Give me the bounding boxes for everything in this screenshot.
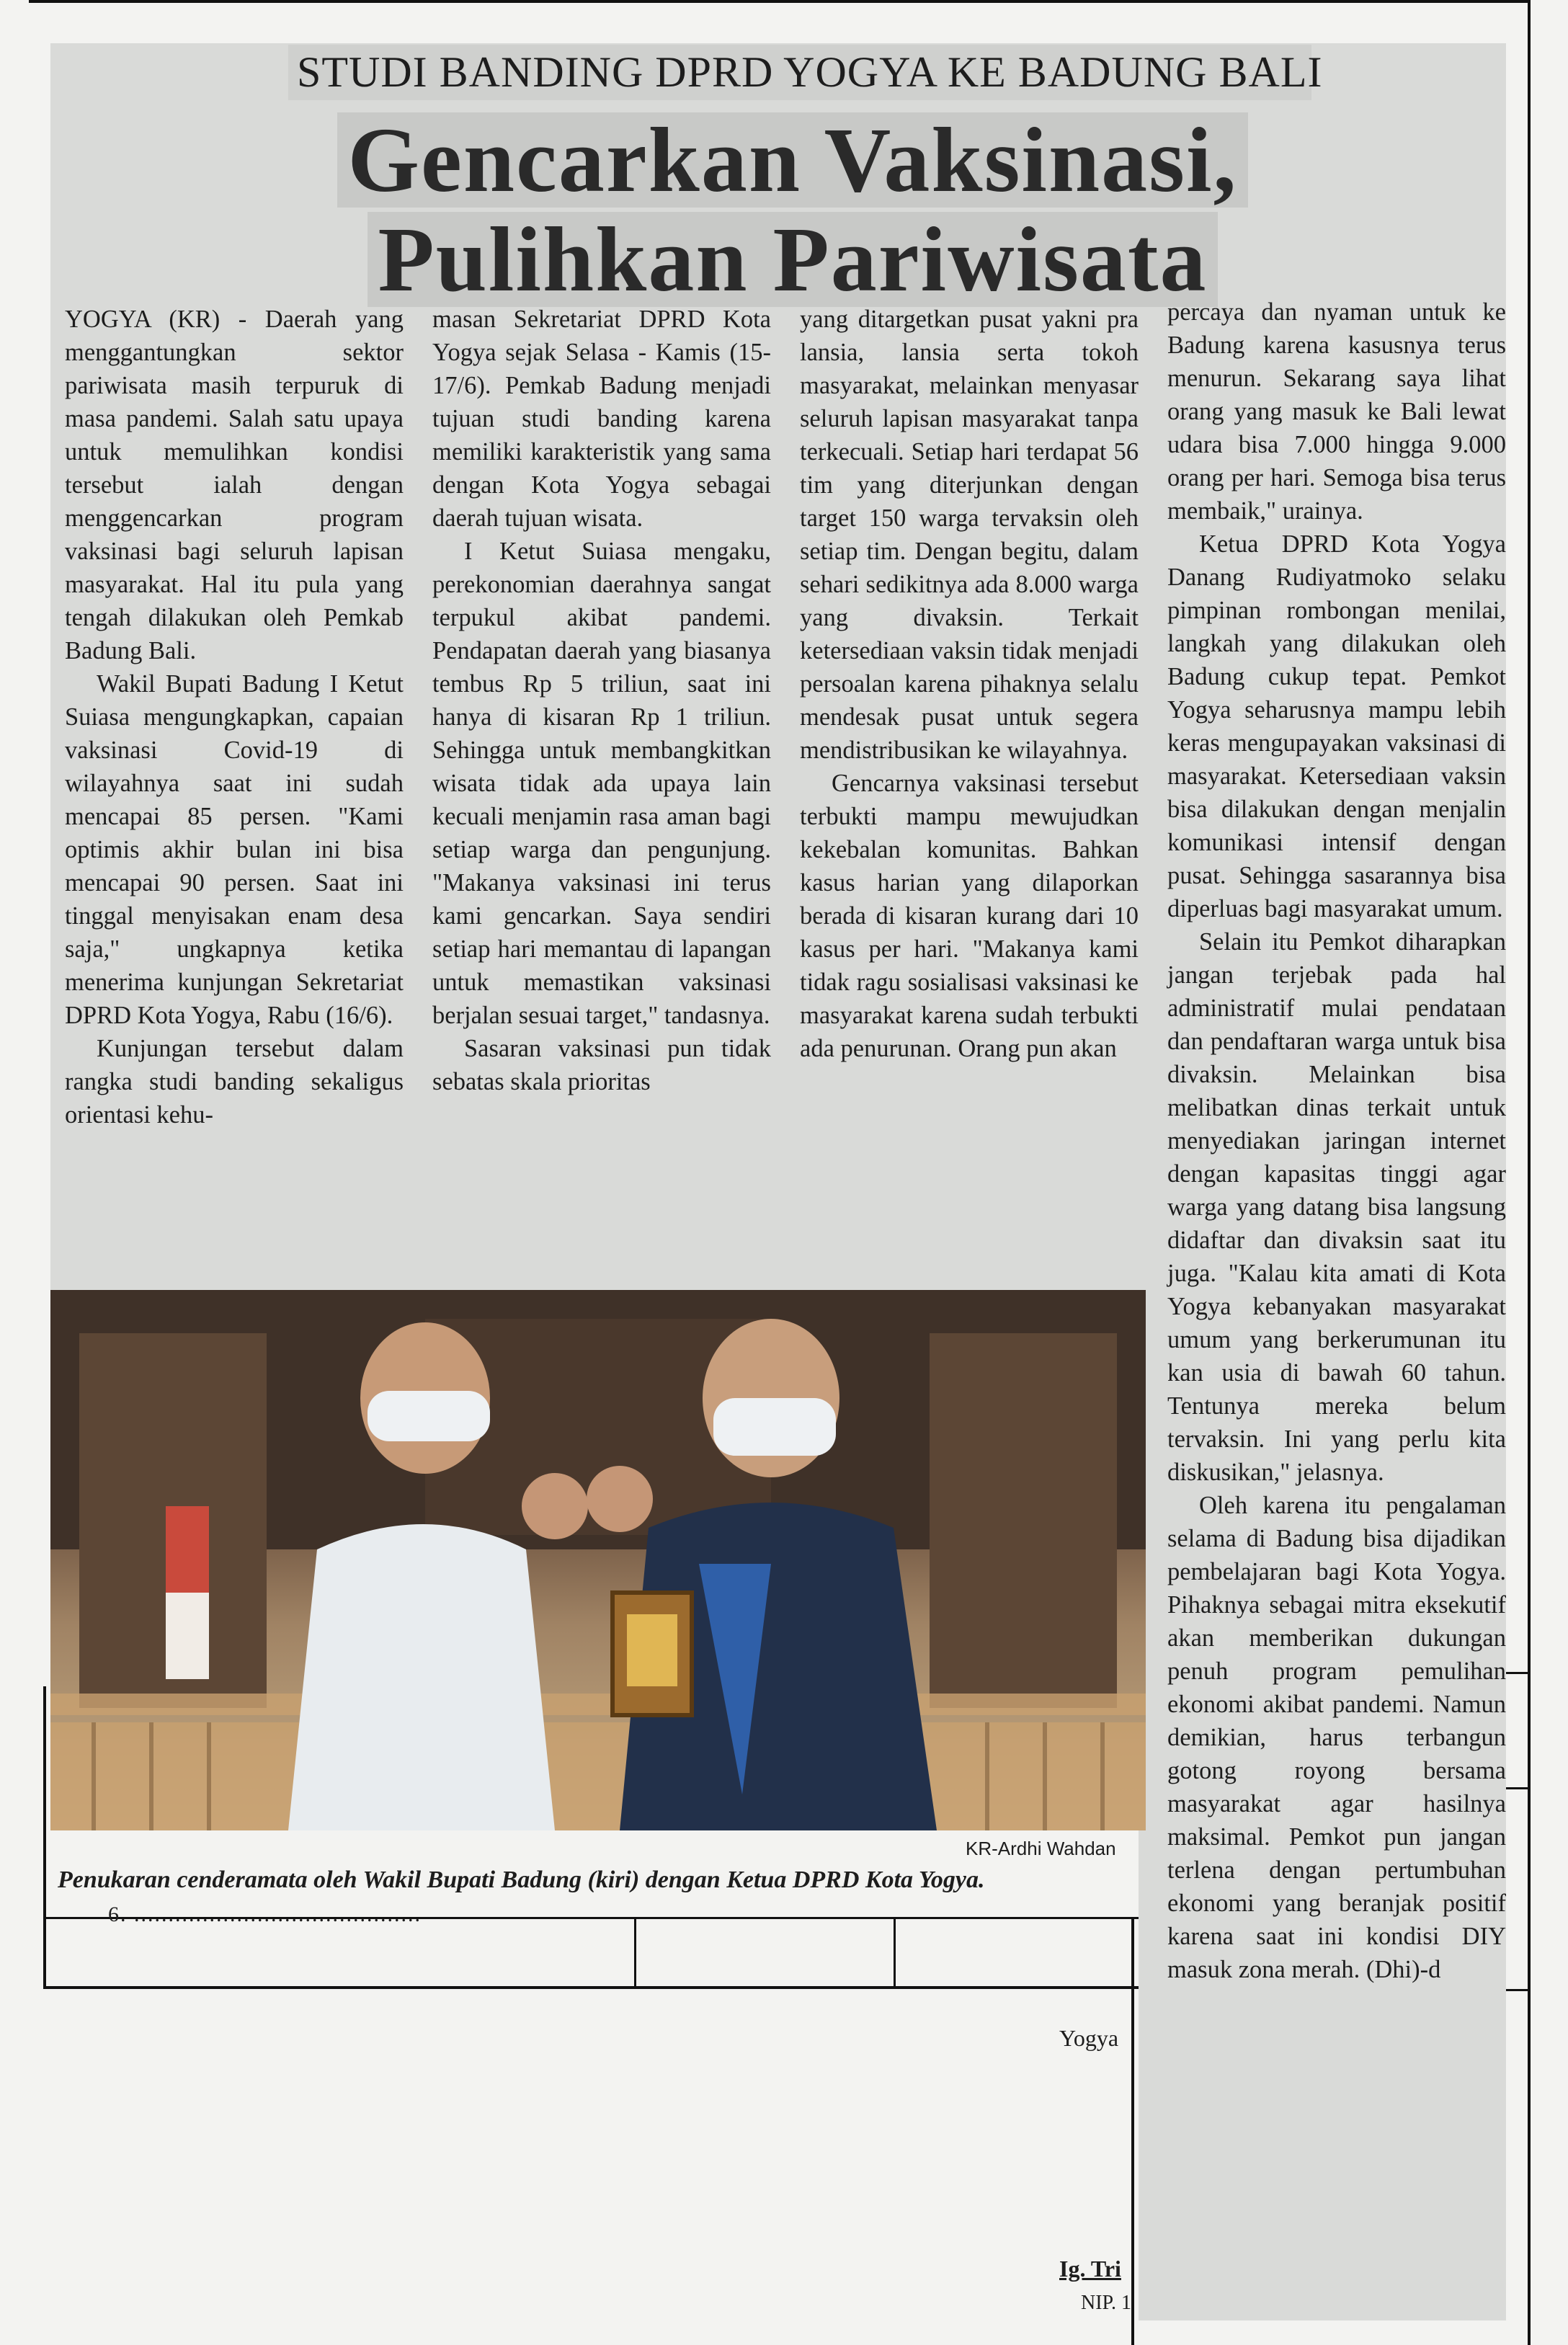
frame-left xyxy=(43,1686,46,1989)
article-column-2 xyxy=(432,303,771,1098)
paragraph: YOGYA (KR) - Daerah yang menggantungkan sektor pariwisata masih terpuruk di masa pandemi. Salah satu upaya untuk memulihkan kondisi tersebut ialah dengan menggencarkan program vaksinasi bagi seluruh lapisan masyarakat. Hal itu pula yang tengah dilakukan oleh Pemkab Badung Bali. xyxy=(65,306,404,664)
frame-inner-vertical xyxy=(1131,1917,1134,2345)
headline-line-2: Pulihkan Pariwisata xyxy=(368,212,1217,307)
paragraph: Wakil Bupati Badung I Ketut Suiasa mengungkapkan, capaian vaksinasi Covid-19 di wilayahnya saat ini sudah mencapai 85 persen. "Kami optimis akhir bulan ini bisa mencapai 90 persen. Saat ini tinggal menyisakan enam desa saja," ungkapnya ketika menerima kunjungan Sekretariat DPRD Kota Yogya, Rabu (16/6). xyxy=(65,670,404,1029)
paragraph: yang ditargetkan pusat yakni pra lansia, lansia serta tokoh masyarakat, melainkan menyasar seluruh lapisan masyarakat tanpa terkecuali. Setiap hari terdapat 56 tim yang diterjunkan dengan target 150 warga tervaksin oleh setiap tim. Dengan begitu, dalam sehari sedikitnya ada 8.000 warga yang divaksin. Terkait ketersediaan vaksin tidak menjadi persoalan karena pihaknya selalu mendesak pusat untuk segera mendistribusikan ke wilayahnya. xyxy=(800,306,1139,764)
form-dotted-line: 6. .......................................... xyxy=(108,1903,422,1926)
article-headline xyxy=(267,108,1319,311)
article-column-4 xyxy=(1167,295,1506,1986)
fragment-yogya: Yogya xyxy=(1059,2025,1119,2051)
frame-divider-1 xyxy=(634,1917,636,1989)
frame-top xyxy=(29,0,1528,3)
photo-credit: KR-Ardhi Wahdan xyxy=(966,1838,1116,1859)
fragment-nip: NIP. 1 xyxy=(1081,2292,1132,2314)
article-column-1 xyxy=(65,303,404,1131)
frame-right xyxy=(1528,0,1531,2345)
article-photo xyxy=(50,1290,1146,1830)
article-kicker: STUDI BANDING DPRD YOGYA KE BADUNG BALI xyxy=(288,45,1311,100)
paragraph: I Ketut Suiasa mengaku, perekonomian daerahnya sangat terpukul akibat pandemi. Pendapatan daerah yang biasanya tembus Rp 5 triliun, saat ini hanya di kisaran Rp 1 triliun. Sehingga untuk membangkitkan wisata tidak ada upaya lain kecuali menjamin rasa aman bagi setiap warga dan pengunjung. "Makanya vaksinasi ini terus kami gencarkan. Saya sendiri setiap hari memantau di lapangan untuk memastikan vaksinasi berjalan sesuai target," tandasnya. xyxy=(432,538,771,1029)
paragraph: Ketua DPRD Kota Yogya Danang Rudiyatmoko selaku pimpinan rombongan menilai, langkah yang dilakukan oleh Badung cukup tepat. Pemkot Yogya seharusnya mampu lebih keras mengupayakan vaksinasi di masyarakat. Ketersediaan vaksin bisa dilakukan dengan menjalin komunikasi intensif dengan pusat. Sehingga sasarannya bisa diperluas bagi masyarakat umum. xyxy=(1167,530,1506,922)
frame-bottom xyxy=(43,1986,1139,1989)
frame-divider-2 xyxy=(894,1917,896,1989)
paragraph: Selain itu Pemkot diharapkan jangan terjebak pada hal administratif mulai pendataan dan pendaftaran warga untuk bisa divaksin. Melainkan bisa melibatkan dinas terkait untuk menyediakan jaringan internet dengan kapasitas tinggi agar warga yang datang bisa langsung didaftar dan divaksin saat itu juga. "Kalau kita amati di Kota Yogya kebanyakan masyarakat umum yang berkerumunan itu kan usia di bawah 60 tahun. Tentunya mereka belum tervaksin. Ini yang perlu kita diskusikan," jelasnya. xyxy=(1167,928,1506,1486)
paragraph: Oleh karena itu pengalaman selama di Badung bisa dijadikan pembelajaran bagi Kota Yogya. Pihaknya sebagai mitra eksekutif akan memberikan dukungan penuh program pemulihan ekonomi akibat pandemi. Namun demikian, harus terbangun gotong royong bersama masyarakat agar hasilnya maksimal. Pemkot pun jangan terlena dengan pertumbuhan ekonomi yang beranjak positif karena saat ini kondisi DIY masuk zona merah. (Dhi)-d xyxy=(1167,1492,1506,1983)
paragraph: Sasaran vaksinasi pun tidak sebatas skala prioritas xyxy=(432,1035,771,1095)
photo-illustration xyxy=(50,1290,1146,1830)
paragraph: masan Sekretariat DPRD Kota Yogya sejak Selasa - Kamis (15-17/6). Pemkab Badung menjadi tujuan studi banding karena memiliki karakteristik yang sama dengan Kota Yogya sebagai daerah tujuan wisata. xyxy=(432,306,771,532)
paragraph: percaya dan nyaman untuk ke Badung karena kasusnya terus menurun. Sekarang saya lihat orang yang masuk ke Bali lewat udara bisa 7.000 hingga 9.000 orang per hari. Semoga bisa terus membaik," urainya. xyxy=(1167,298,1506,525)
headline-line-1: Gencarkan Vaksinasi, xyxy=(337,112,1247,208)
fragment-signatory-name: Ig. Tri xyxy=(1059,2256,1121,2282)
paragraph: Gencarnya vaksinasi tersebut terbukti mampu mewujudkan kekebalan komunitas. Bahkan kasus harian yang dilaporkan berada di kisaran kurang dari 10 kasus per hari. "Makanya kami tidak ragu sosialisasi vaksinasi ke masyarakat karena sudah terbukti ada penurunan. Orang pun akan xyxy=(800,770,1139,1062)
paragraph: Kunjungan tersebut dalam rangka studi banding sekaligus orientasi kehu- xyxy=(65,1035,404,1129)
article-column-3 xyxy=(800,303,1139,1065)
photo-caption: Penukaran cenderamata oleh Wakil Bupati Badung (kiri) dengan Ketua DPRD Kota Yogya. xyxy=(58,1866,985,1893)
